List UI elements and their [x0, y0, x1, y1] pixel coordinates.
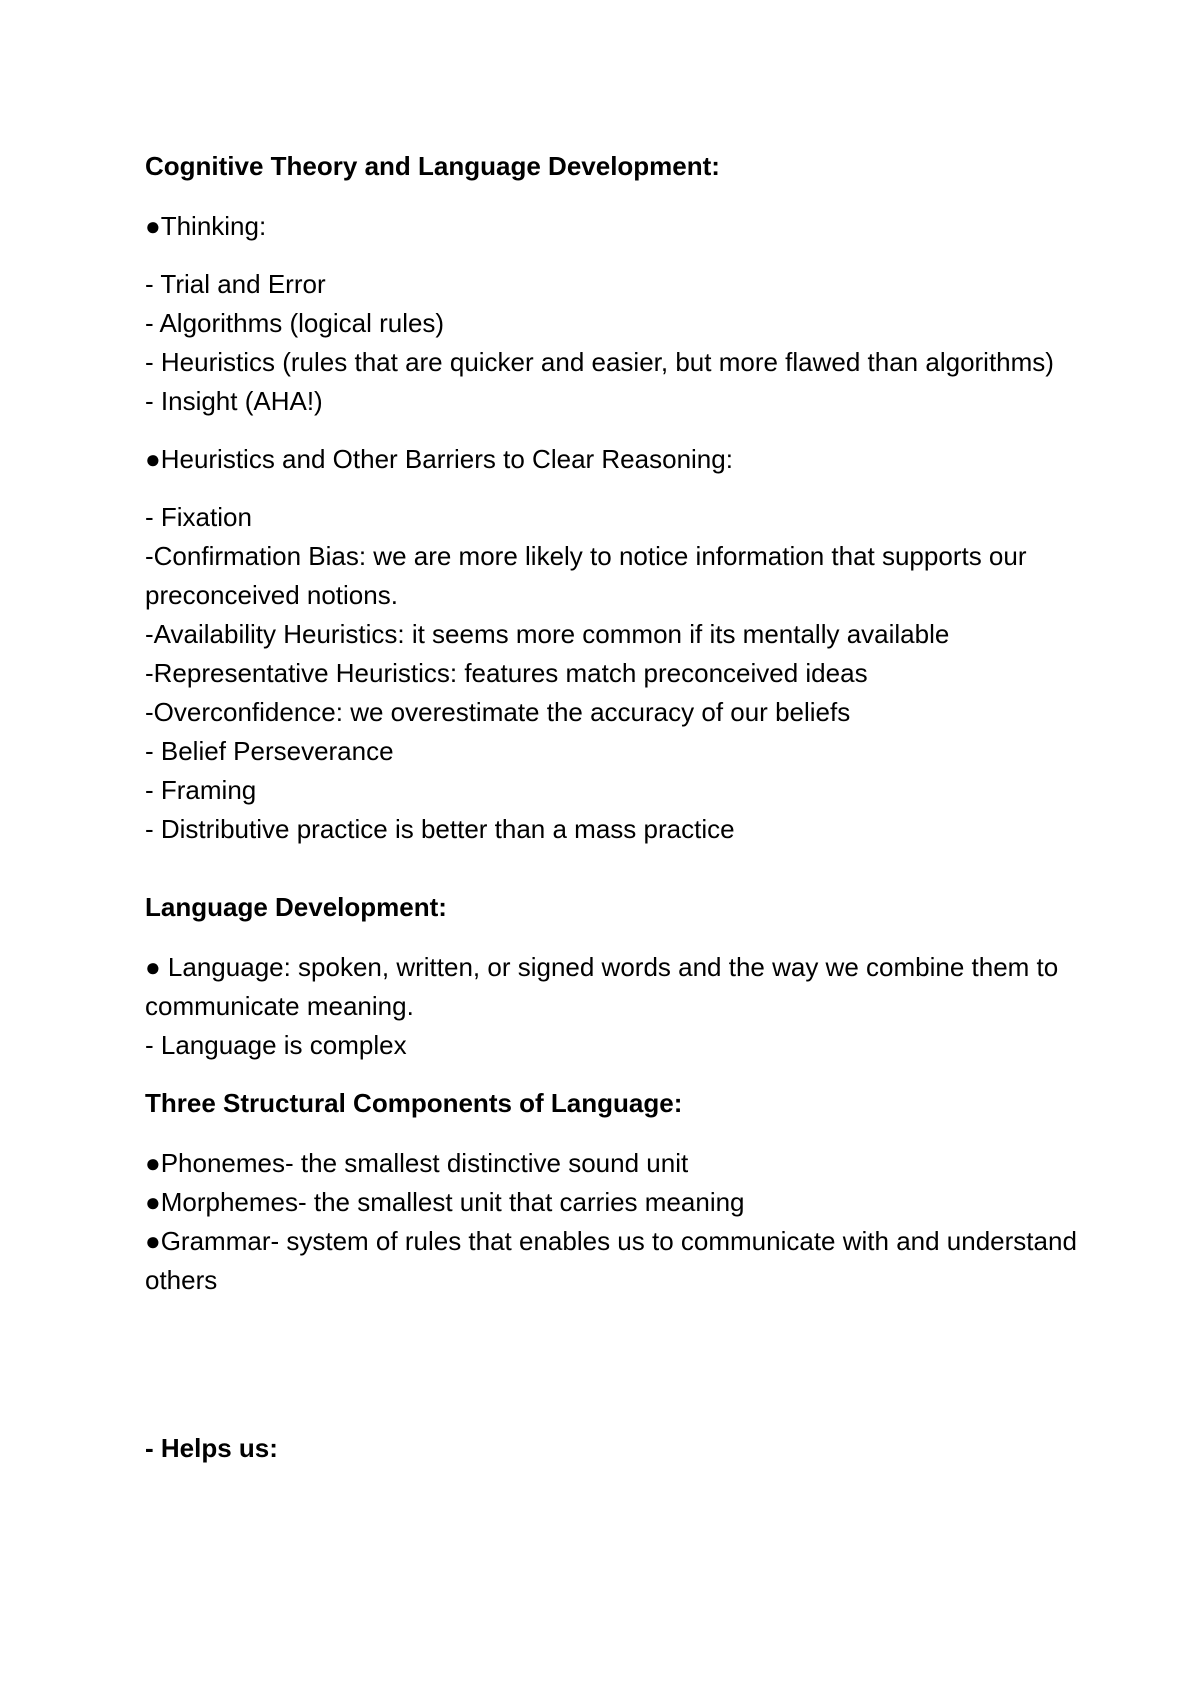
thinking-list: [145, 265, 1085, 421]
components-list: [145, 1144, 1085, 1300]
list-item: - Belief Perseverance: [145, 736, 394, 766]
list-item: - Insight (AHA!): [145, 386, 323, 416]
section-title-language: Language Development:: [145, 892, 447, 922]
list-item: - Trial and Error: [145, 269, 326, 299]
list-item: -Confirmation Bias: we are more likely to notice information that supports our preconceived notions.: [145, 541, 1027, 610]
thinking-bullet: ●Thinking:: [145, 211, 267, 241]
barriers-list: [145, 498, 1085, 849]
list-item: -Overconfidence: we overestimate the accuracy of our beliefs: [145, 697, 851, 727]
spacer: [145, 1319, 1085, 1429]
list-item: ●Morphemes- the smallest unit that carries meaning: [145, 1187, 745, 1217]
barriers-bullet: ●Heuristics and Other Barriers to Clear Reasoning:: [145, 444, 733, 474]
section-title-helps: - Helps us:: [145, 1433, 278, 1463]
list-item: - Fixation: [145, 502, 252, 532]
spacer: [145, 868, 1085, 888]
list-item: ●Phonemes- the smallest distinctive sound unit: [145, 1148, 689, 1178]
list-item: -Availability Heuristics: it seems more common if its mentally available: [145, 619, 950, 649]
list-item: - Framing: [145, 775, 257, 805]
section-title-cognitive: Cognitive Theory and Language Development:: [145, 151, 720, 181]
language-list: [145, 948, 1085, 1065]
list-item: -Representative Heuristics: features match preconceived ideas: [145, 658, 868, 688]
list-item: - Distributive practice is better than a mass practice: [145, 814, 735, 844]
list-item: - Language is complex: [145, 1030, 407, 1060]
list-item: ●Grammar- system of rules that enables us to communicate with and understand others: [145, 1226, 1077, 1295]
section-title-components: Three Structural Components of Language:: [145, 1088, 683, 1118]
list-item: ● Language: spoken, written, or signed words and the way we combine them to communicate meaning.: [145, 952, 1059, 1021]
list-item: - Heuristics (rules that are quicker and easier, but more flawed than algorithms): [145, 347, 1054, 377]
document-content: [145, 147, 1085, 1489]
list-item: - Algorithms (logical rules): [145, 308, 445, 338]
